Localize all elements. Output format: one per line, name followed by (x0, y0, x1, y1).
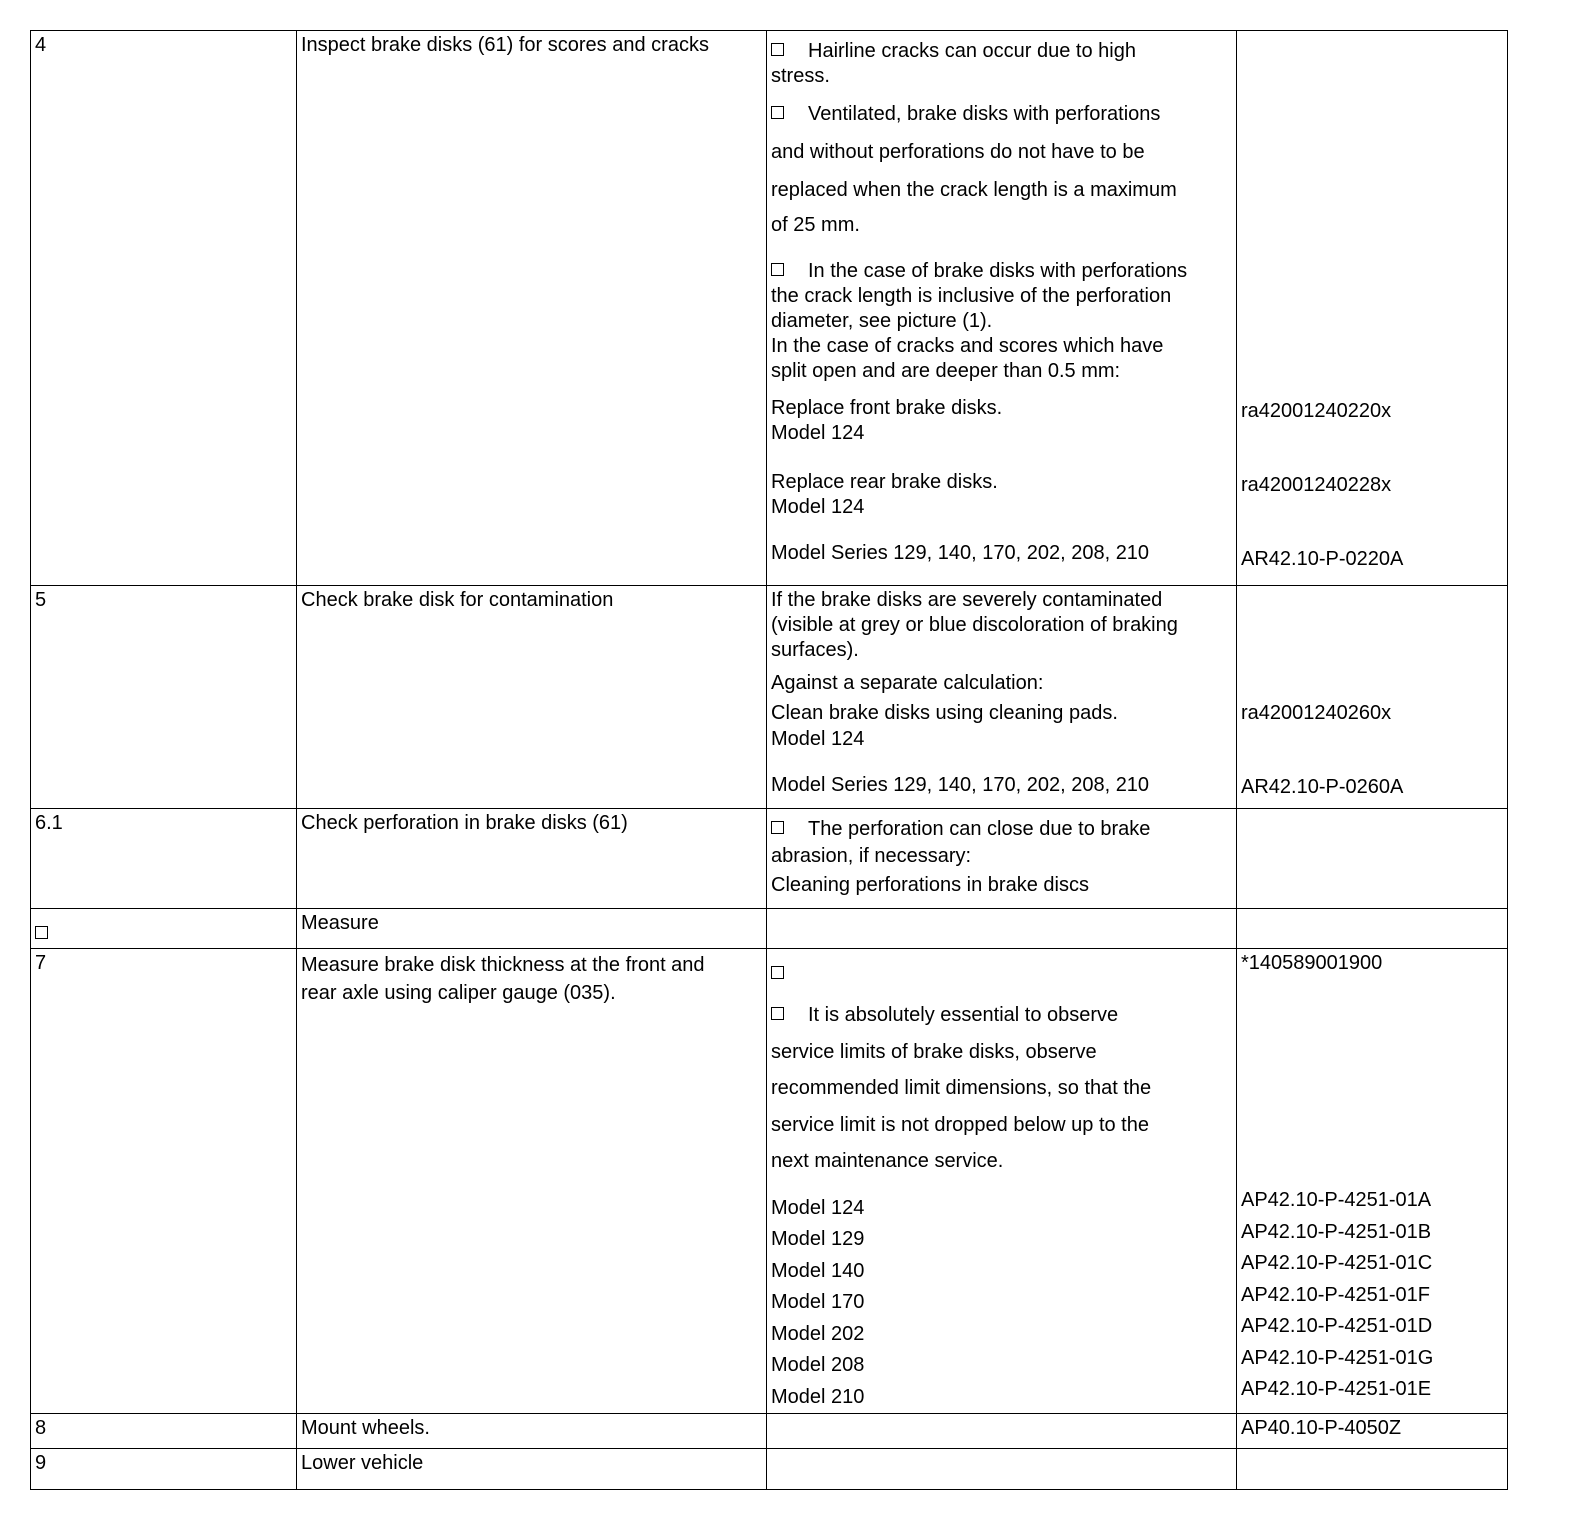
step-references (1237, 909, 1508, 949)
note-text: Model 124 (771, 496, 865, 518)
note-text: diameter, see picture (1). (771, 310, 993, 332)
reference-link[interactable]: AP42.10-P-4251-01D (1241, 1315, 1433, 1337)
note-text: Replace rear brake disks. (771, 471, 998, 493)
step-number: 7 (31, 949, 297, 1414)
model-label: Model 208 (771, 1354, 865, 1376)
step-action: Inspect brake disks (61) for scores and cracks (297, 31, 767, 586)
step-notes (767, 1414, 1237, 1449)
step-references (1237, 31, 1508, 586)
note-text: The perforation can close due to brake (808, 818, 1151, 840)
step-notes (767, 586, 1237, 809)
checkbox-icon (771, 966, 784, 979)
note-text: recommended limit dimensions, so that the (771, 1077, 1152, 1099)
note-text: the crack length is inclusive of the perforation (771, 285, 1172, 307)
step-references (1237, 1414, 1508, 1449)
note-text: Cleaning perforations in brake discs (771, 874, 1089, 896)
reference-link[interactable]: AP42.10-P-4251-01G (1241, 1346, 1434, 1369)
step-action (297, 949, 767, 1414)
table-row (31, 809, 1508, 909)
reference-link[interactable]: *140589001900 (1241, 952, 1383, 974)
checkbox-icon (771, 106, 784, 119)
step-number (31, 909, 297, 949)
note-text: Hairline cracks can occur due to high (808, 40, 1136, 62)
step-references (1237, 1449, 1508, 1490)
step-number: 9 (31, 1449, 297, 1490)
note-text: In the case of cracks and scores which have (771, 335, 1164, 357)
step-references (1237, 949, 1508, 1414)
reference-link[interactable]: AR42.10-P-0260A (1241, 776, 1404, 798)
note-text: Model Series 129, 140, 170, 202, 208, 210 (771, 774, 1150, 796)
note-text: Model 124 (771, 422, 865, 444)
step-notes (767, 949, 1237, 1414)
note-text: stress. (771, 65, 830, 87)
note-text: service limit is not dropped below up to the (771, 1113, 1149, 1136)
step-notes (767, 809, 1237, 909)
note-text: Replace front brake disks. (771, 397, 1003, 419)
procedure-table (30, 30, 1508, 1490)
note-text: split open and are deeper than 0.5 mm: (771, 360, 1121, 382)
model-label: Model 202 (771, 1322, 865, 1345)
model-label: Model 210 (771, 1385, 865, 1408)
note-text: If the brake disks are severely contaminated (771, 589, 1163, 611)
step-action: Check perforation in brake disks (61) (297, 809, 767, 909)
reference-link[interactable]: ra42001240228x (1241, 474, 1392, 496)
action-text: Measure brake disk thickness at the front and (301, 954, 705, 976)
step-number: 4 (31, 31, 297, 586)
model-label: Model 129 (771, 1228, 865, 1250)
checkbox-icon (35, 926, 48, 939)
step-number: 8 (31, 1414, 297, 1449)
step-action: Check brake disk for contamination (297, 586, 767, 809)
reference-link[interactable]: AP42.10-P-4251-01C (1241, 1252, 1433, 1274)
note-text: abrasion, if necessary: (771, 845, 972, 867)
table-row (31, 586, 1508, 809)
note-text: surfaces). (771, 639, 859, 661)
table-row (31, 31, 1508, 586)
step-action: Lower vehicle (297, 1449, 767, 1490)
step-action: Mount wheels. (297, 1414, 767, 1449)
note-text: next maintenance service. (771, 1150, 1004, 1172)
step-number: 5 (31, 586, 297, 809)
reference-link[interactable]: AR42.10-P-0220A (1241, 548, 1404, 570)
step-notes (767, 909, 1237, 949)
note-text: Clean brake disks using cleaning pads. (771, 702, 1118, 724)
table-row (31, 1449, 1508, 1490)
note-text: Model Series 129, 140, 170, 202, 208, 210 (771, 542, 1150, 564)
note-text: Model 124 (771, 728, 865, 750)
note-text: (visible at grey or blue discoloration of braking (771, 614, 1178, 636)
step-number: 6.1 (31, 809, 297, 909)
step-references (1237, 586, 1508, 809)
note-text: Against a separate calculation: (771, 672, 1044, 694)
step-references (1237, 809, 1508, 909)
model-label: Model 124 (771, 1196, 865, 1219)
reference-link[interactable]: AP42.10-P-4251-01A (1241, 1189, 1432, 1211)
table-row (31, 949, 1508, 1414)
checkbox-icon (771, 43, 784, 56)
note-text: In the case of brake disks with perforations (808, 260, 1188, 282)
step-action: Measure (297, 909, 767, 949)
checkbox-icon (771, 1007, 784, 1020)
note-text: Ventilated, brake disks with perforations (808, 103, 1161, 125)
reference-link[interactable]: AP40.10-P-4050Z (1241, 1417, 1402, 1439)
reference-link[interactable]: AP42.10-P-4251-01B (1241, 1220, 1432, 1243)
checkbox-icon (771, 821, 784, 834)
table-row (31, 1414, 1508, 1449)
note-text: It is absolutely essential to observe (808, 1004, 1119, 1026)
model-label: Model 140 (771, 1259, 865, 1282)
reference-link[interactable]: AP42.10-P-4251-01F (1241, 1283, 1431, 1306)
note-text: replaced when the crack length is a maximum (771, 179, 1177, 201)
step-notes (767, 31, 1237, 586)
action-text: rear axle using caliper gauge (035). (301, 982, 616, 1004)
note-text: and without perforations do not have to be (771, 141, 1145, 163)
reference-link[interactable]: ra42001240220x (1241, 400, 1392, 422)
reference-link[interactable]: ra42001240260x (1241, 702, 1392, 724)
note-text: of 25 mm. (771, 214, 860, 236)
model-label: Model 170 (771, 1291, 865, 1313)
table-row (31, 909, 1508, 949)
step-notes (767, 1449, 1237, 1490)
reference-link[interactable]: AP42.10-P-4251-01E (1241, 1378, 1432, 1400)
note-text: service limits of brake disks, observe (771, 1040, 1097, 1063)
checkbox-icon (771, 263, 784, 276)
